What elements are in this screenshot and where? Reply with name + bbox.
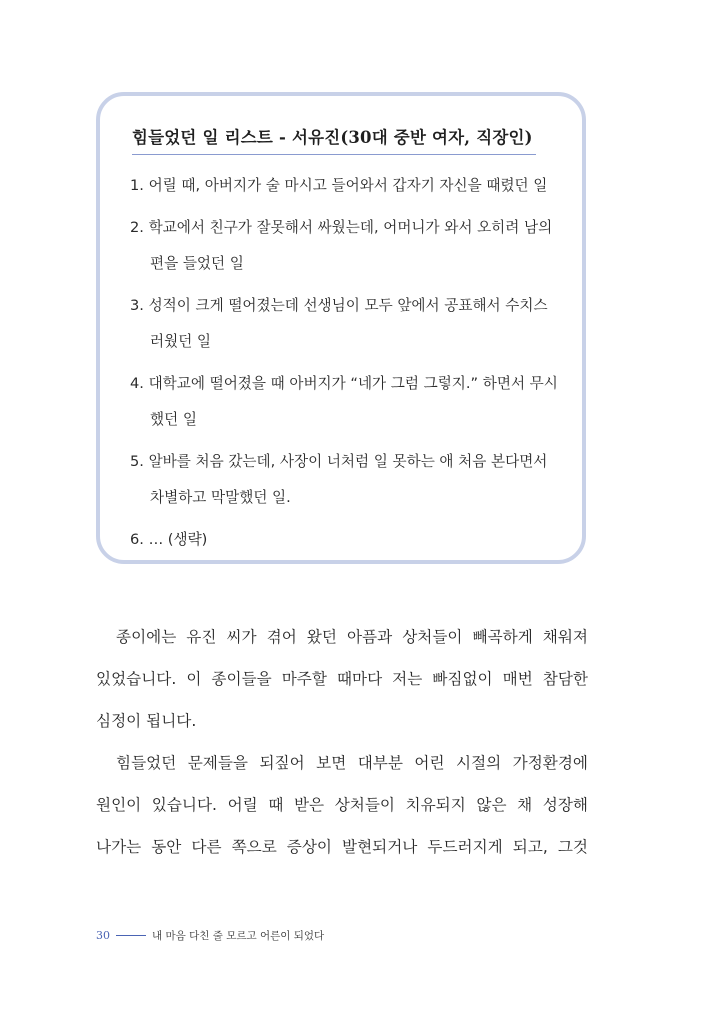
list-item-text: 2. 학교에서 친구가 잘못해서 싸웠는데, 어머니가 와서 오히려 남의 [130,219,553,236]
list-item-text: 6. … (생략) [130,531,208,548]
text-line: 있었습니다. 이 종이들을 마주할 때마다 저는 빠짐없이 매번 참담한 [96,670,588,688]
hardship-list [130,168,570,558]
list-item-continuation: 했던 일 [150,411,197,428]
page-number: 30 [96,929,110,942]
book-title: 내 마음 다친 줄 모르고 어른이 되었다 [152,930,325,942]
list-item-text: 3. 성적이 크게 떨어졌는데 선생님이 모두 앞에서 공표해서 수치스 [130,297,548,314]
list-item [130,168,570,204]
list-item-text: 1. 어릴 때, 아버지가 술 마시고 들어와서 갑자기 자신을 때렸던 일 [130,177,548,194]
text-line: 나가는 동안 다른 쪽으로 증상이 발현되거나 두드러지게 되고, 그것 [96,838,588,856]
text-line: 종이에는 유진 씨가 겪어 왔던 아픔과 상처들이 빼곡하게 채워져 [116,628,588,646]
list-item-text: 4. 대학교에 떨어졌을 때 아버지가 “네가 그럼 그렇지.” 하면서 무시 [130,375,558,392]
list-item-continuation: 러웠던 일 [150,333,212,350]
text-line: 심정이 됩니다. [96,712,197,730]
list-item-text: 5. 알바를 처음 갔는데, 사장이 너처럼 일 못하는 애 처음 본다면서 [130,453,548,470]
list-item [130,210,570,282]
page-footer [96,928,324,943]
list-item [130,522,570,558]
highlight-box [96,92,586,564]
box-title: 힘들었던 일 리스트 - 서유진(30대 중반 여자, 직장인) [132,124,536,155]
paragraph-2 [96,742,588,868]
list-item-continuation: 편을 들었던 일 [150,255,244,272]
text-line: 힘들었던 문제들을 되짚어 보면 대부분 어린 시절의 가정환경에 [116,754,588,772]
footer-rule [116,935,146,936]
text-line: 원인이 있습니다. 어릴 때 받은 상처들이 치유되지 않은 채 성장해 [96,796,588,814]
list-item-continuation: 차별하고 막말했던 일. [150,489,291,506]
list-item [130,444,570,516]
list-item [130,366,570,438]
body-text [96,616,588,868]
list-item [130,288,570,360]
paragraph-1 [96,616,588,742]
